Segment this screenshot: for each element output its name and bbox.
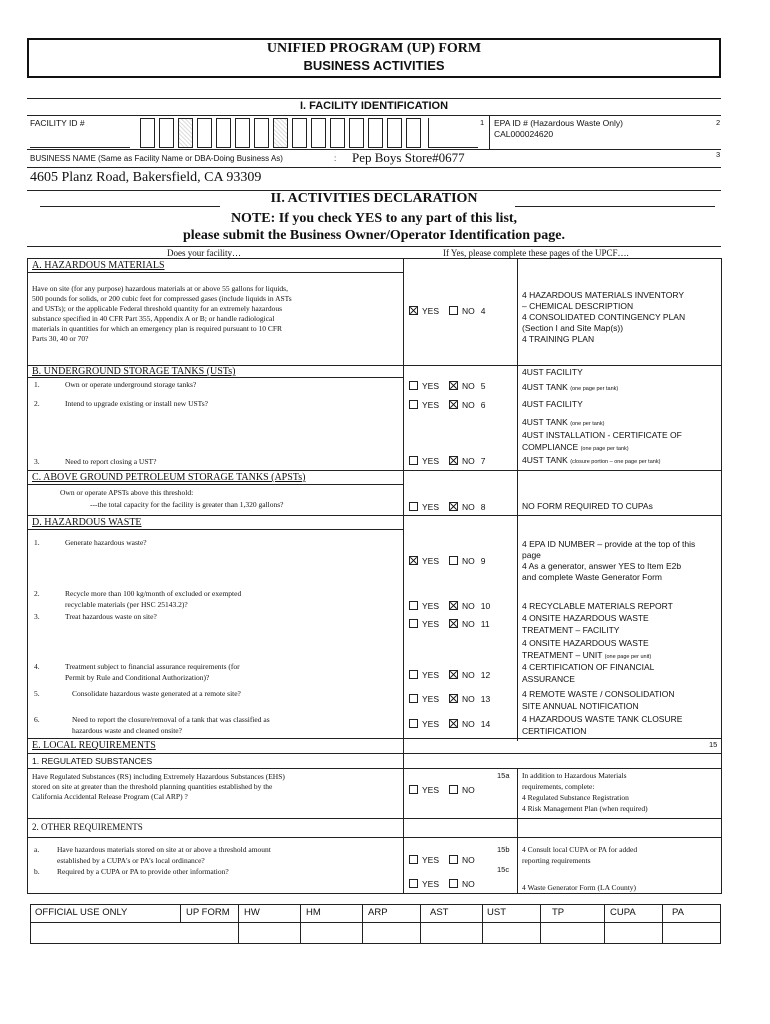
- local-question-a: Have hazardous materials stored on site at or above a threshold amount: [57, 845, 271, 854]
- no-checkbox[interactable]: [449, 556, 458, 565]
- section-e-pages: 4 Regulated Substance Registration: [522, 793, 629, 802]
- facility-id-box[interactable]: [197, 118, 212, 148]
- item-number: 4.: [34, 662, 40, 671]
- facility-address[interactable]: 4605 Planz Road, Bakersfield, CA 93309: [30, 170, 262, 185]
- yes-no-row: YES NO 14: [409, 719, 490, 729]
- item-number: 6.: [34, 715, 40, 724]
- yes-checkbox[interactable]: [409, 456, 418, 465]
- section-d-pages: 4 RECYCLABLE MATERIALS REPORT: [522, 601, 673, 611]
- section-d-pages: 4 ONSITE HAZARDOUS WASTE: [522, 613, 649, 623]
- field-number: 15: [709, 740, 718, 749]
- official-cell-ast: AST: [430, 907, 449, 918]
- section-d-pages: 4 CERTIFICATION OF FINANCIAL: [522, 662, 655, 672]
- apst-question: ---the total capacity for the facility is greater than 1,320 gallons?: [90, 500, 284, 509]
- no-checkbox[interactable]: [449, 381, 458, 390]
- section-a-question: and USTs); or the applicable Federal threshold quantity for an extremely hazardous: [32, 304, 283, 313]
- epa-id-label: EPA ID # (Hazardous Waste Only): [494, 118, 623, 128]
- facility-id-box[interactable]: [387, 118, 402, 148]
- section-c-heading: C. ABOVE GROUND PETROLEUM STORAGE TANKS (APSTs): [32, 472, 306, 483]
- no-checkbox[interactable]: [449, 694, 458, 703]
- yes-checkbox[interactable]: [409, 719, 418, 728]
- field-number: 15b: [497, 845, 510, 854]
- local-question-b: Required by a CUPA or PA to provide other information?: [57, 867, 229, 876]
- section-e-heading: E. LOCAL REQUIREMENTS: [32, 740, 156, 751]
- no-checkbox[interactable]: [449, 785, 458, 794]
- yes-no-row: YES NO 12: [409, 670, 490, 680]
- yes-no-row: YES NO 5: [409, 381, 486, 391]
- yes-no-row: YES NO 6: [409, 400, 486, 410]
- regulated-substances-subheading: 1. REGULATED SUBSTANCES: [32, 756, 153, 766]
- facility-id-box[interactable]: [140, 118, 155, 148]
- yes-checkbox[interactable]: [409, 601, 418, 610]
- section-d-pages: TREATMENT – FACILITY: [522, 625, 620, 635]
- no-checkbox[interactable]: [449, 855, 458, 864]
- section-b-pages: COMPLIANCE (one page per tank): [522, 442, 629, 452]
- yes-no-row: YES NO 11: [409, 619, 490, 629]
- section-d-pages: SITE ANNUAL NOTIFICATION: [522, 701, 639, 711]
- section-b-heading: B. UNDERGROUND STORAGE TANKS (USTs): [32, 366, 236, 377]
- epa-id-value[interactable]: CAL000024620: [494, 129, 554, 139]
- facility-id-box[interactable]: [292, 118, 307, 148]
- official-cell-up-form: UP FORM: [186, 907, 230, 918]
- official-cell-arp: ARP: [368, 907, 388, 918]
- field-number: 15c: [497, 865, 510, 874]
- section-e-pages: 4 Waste Generator Form (LA County): [522, 883, 637, 892]
- section-a-question: substance specified in 40 CFR Part 355, Appendix A or B; or handle radiological: [32, 314, 275, 323]
- section-e-pages: 4 Consult local CUPA or PA for added: [522, 845, 638, 854]
- section-a-pages: 4 CONSOLIDATED CONTINGENCY PLAN: [522, 312, 686, 322]
- no-checkbox[interactable]: [449, 456, 458, 465]
- section-b-pages: 4UST TANK (one per tank): [522, 417, 605, 427]
- section-d-heading: D. HAZARDOUS WASTE: [32, 517, 142, 528]
- item-number: a.: [34, 845, 40, 854]
- hw-question-2: recyclable materials (per HSC 25143.2)?: [65, 600, 188, 609]
- yes-no-row: YES NO 13: [409, 694, 490, 704]
- hw-question-4: Permit by Rule and Conditional Authorization)?: [65, 673, 210, 682]
- other-requirements-subheading: 2. OTHER REQUIREMENTS: [32, 822, 143, 832]
- yes-checkbox[interactable]: [409, 694, 418, 703]
- note-line-1: NOTE: If you check YES to any part of this list,: [230, 211, 518, 226]
- hw-question-1: Generate hazardous waste?: [65, 538, 147, 547]
- official-use-label: OFFICIAL USE ONLY: [35, 907, 128, 918]
- yes-no-row: YES NO: [409, 879, 475, 889]
- ust-question-3: Need to report closing a UST?: [65, 457, 157, 466]
- section-a-question: Parts 30, 40 or 70?: [32, 334, 89, 343]
- section-b-pages: 4UST FACILITY: [522, 367, 583, 377]
- item-number: 2.: [34, 589, 40, 598]
- section-e-pages: reporting requirements: [522, 856, 591, 865]
- section-a-pages: 4 HAZARDOUS MATERIALS INVENTORY: [522, 290, 685, 300]
- field-number: 1: [480, 118, 485, 127]
- yes-checkbox[interactable]: [409, 855, 418, 864]
- section-b-pages: 4UST FACILITY: [522, 399, 583, 409]
- item-number: 1.: [34, 538, 40, 547]
- facility-id-box[interactable]: [159, 118, 174, 148]
- ust-question-2: Intend to upgrade existing or install new USTs?: [65, 399, 208, 408]
- form-title: UNIFIED PROGRAM (UP) FORM: [266, 41, 482, 56]
- section-a-question: Have on site (for any purpose) hazardous materials at or above 55 gallons for liquids,: [32, 284, 288, 293]
- official-cell-pa: PA: [672, 907, 684, 918]
- column-header-right: If Yes, please complete these pages of the UPCF….: [443, 248, 629, 258]
- item-number: 3.: [34, 612, 40, 621]
- facility-id-box[interactable]: [368, 118, 383, 148]
- item-number: 3.: [34, 457, 40, 466]
- section-a-pages: – CHEMICAL DESCRIPTION: [522, 301, 634, 311]
- yes-checkbox[interactable]: [409, 785, 418, 794]
- section-e-pages: In addition to Hazardous Materials: [522, 771, 627, 780]
- yes-checkbox[interactable]: [409, 670, 418, 679]
- section-d-pages: 4 HAZARDOUS WASTE TANK CLOSURE: [522, 714, 683, 724]
- yes-checkbox[interactable]: [409, 400, 418, 409]
- section-d-pages: page: [522, 550, 541, 560]
- yes-checkbox[interactable]: [409, 381, 418, 390]
- ust-question-1: Own or operate underground storage tanks?: [65, 380, 197, 389]
- form-subtitle: BUSINESS ACTIVITIES: [303, 58, 445, 73]
- yes-no-row: YES NO 7: [409, 456, 486, 466]
- item-number: 2.: [34, 399, 40, 408]
- no-checkbox[interactable]: [449, 400, 458, 409]
- section-d-pages: ASSURANCE: [522, 674, 575, 684]
- business-name-value[interactable]: Pep Boys Store#0677: [352, 150, 465, 165]
- section-a-heading: A. HAZARDOUS MATERIALS: [32, 260, 165, 271]
- yes-checkbox[interactable]: [409, 879, 418, 888]
- section-d-pages: and complete Waste Generator Form: [522, 572, 662, 582]
- local-question-a: established by a CUPA's or PA's local ordinance?: [57, 856, 205, 865]
- section-b-pages: 4UST TANK (one page per tank): [522, 382, 619, 392]
- yes-no-row: YES NO: [409, 855, 475, 865]
- field-number: 3: [716, 150, 721, 159]
- official-cell-tp: TP: [552, 907, 565, 918]
- no-checkbox[interactable]: [449, 719, 458, 728]
- section-a-question: materials in quantities for which an emergency plan is required pursuant to 10 CFR: [32, 324, 283, 333]
- facility-id-box[interactable]: [273, 118, 288, 148]
- facility-id-box[interactable]: [216, 118, 231, 148]
- section-d-pages: 4 ONSITE HAZARDOUS WASTE: [522, 638, 649, 648]
- official-cell-cupa: CUPA: [610, 907, 636, 918]
- no-checkbox[interactable]: [449, 670, 458, 679]
- yes-no-row: YES NO: [409, 785, 475, 795]
- facility-id-box[interactable]: [178, 118, 193, 148]
- hw-question-4: Treatment subject to financial assurance requirements (for: [65, 662, 240, 671]
- official-cell-hm: HM: [306, 907, 321, 918]
- item-number: b.: [34, 867, 40, 876]
- official-cell-hw: HW: [244, 907, 260, 918]
- business-name-label: BUSINESS NAME (Same as Facility Name or DBA-Doing Business As): [30, 154, 283, 163]
- hw-question-5: Consolidate hazardous waste generated at a remote site?: [72, 689, 241, 698]
- item-number: 5.: [34, 689, 40, 698]
- section-2-heading: II. ACTIVITIES DECLARATION: [270, 191, 478, 206]
- section-1-heading: I. FACILITY IDENTIFICATION: [299, 100, 449, 112]
- rs-question: stored on site at greater than the threshold planning quantities established by the: [32, 782, 273, 791]
- section-a-question: 500 pounds for solids, or 200 cubic feet for compressed gases (include liquids in ASTs: [32, 294, 292, 303]
- yes-no-row: YES NO 4: [409, 306, 486, 316]
- hw-question-6: hazardous waste and cleaned onsite?: [72, 726, 182, 735]
- facility-id-box[interactable]: [311, 118, 326, 148]
- section-d-pages: TREATMENT – UNIT (one page per unit): [522, 650, 652, 660]
- no-checkbox[interactable]: [449, 619, 458, 628]
- section-a-pages: (Section I and Site Map(s)): [522, 323, 624, 333]
- section-d-pages: 4 EPA ID NUMBER – provide at the top of this: [522, 539, 696, 549]
- yes-no-row: YES NO 9: [409, 556, 486, 566]
- rs-question: Have Regulated Substances (RS) including Extremely Hazardous Substances (EHS): [32, 772, 285, 781]
- yes-checkbox[interactable]: [409, 556, 418, 565]
- rs-question: California Accidental Release Program (Cal ARP) ?: [32, 792, 188, 801]
- facility-id-box[interactable]: [406, 118, 421, 148]
- facility-id-box[interactable]: [330, 118, 345, 148]
- official-cell-ust: UST: [487, 907, 506, 918]
- facility-id-box[interactable]: [235, 118, 250, 148]
- hw-question-3: Treat hazardous waste on site?: [65, 612, 157, 621]
- apst-question: Own or operate APSTs above this threshold:: [60, 488, 194, 497]
- facility-id-box[interactable]: [254, 118, 269, 148]
- section-d-pages: CERTIFICATION: [522, 726, 587, 736]
- yes-checkbox[interactable]: [409, 306, 418, 315]
- section-a-pages: 4 TRAINING PLAN: [522, 334, 595, 344]
- item-number: 1.: [34, 380, 40, 389]
- section-b-pages: 4UST TANK (closure portion – one page per tank): [522, 455, 661, 465]
- yes-checkbox[interactable]: [409, 502, 418, 511]
- no-checkbox[interactable]: [449, 502, 458, 511]
- yes-no-row: YES NO 8: [409, 502, 486, 512]
- column-header-left: Does your facility…: [167, 248, 241, 258]
- section-b-pages: 4UST INSTALLATION - CERTIFICATE OF: [522, 430, 682, 440]
- no-checkbox[interactable]: [449, 879, 458, 888]
- section-d-pages: 4 As a generator, answer YES to Item E2b: [522, 561, 682, 571]
- no-checkbox[interactable]: [449, 306, 458, 315]
- field-number: 15a: [497, 771, 510, 780]
- yes-checkbox[interactable]: [409, 619, 418, 628]
- section-e-pages: 4 Risk Management Plan (when required): [522, 804, 648, 813]
- facility-id-label: FACILITY ID #: [30, 118, 85, 128]
- facility-id-box[interactable]: [349, 118, 364, 148]
- section-c-pages: NO FORM REQUIRED TO CUPAs: [522, 501, 653, 511]
- section-d-pages: 4 REMOTE WASTE / CONSOLIDATION: [522, 689, 675, 699]
- hw-question-2: Recycle more than 100 kg/month of excluded or exempted: [65, 589, 242, 598]
- hw-question-6: Need to report the closure/removal of a tank that was classified as: [72, 715, 270, 724]
- field-number: 2: [716, 118, 721, 127]
- section-e-pages: requirements, complete:: [522, 782, 595, 791]
- note-line-2: please submit the Business Owner/Operator Identification page.: [182, 228, 566, 243]
- yes-no-row: YES NO 10: [409, 601, 490, 611]
- no-checkbox[interactable]: [449, 601, 458, 610]
